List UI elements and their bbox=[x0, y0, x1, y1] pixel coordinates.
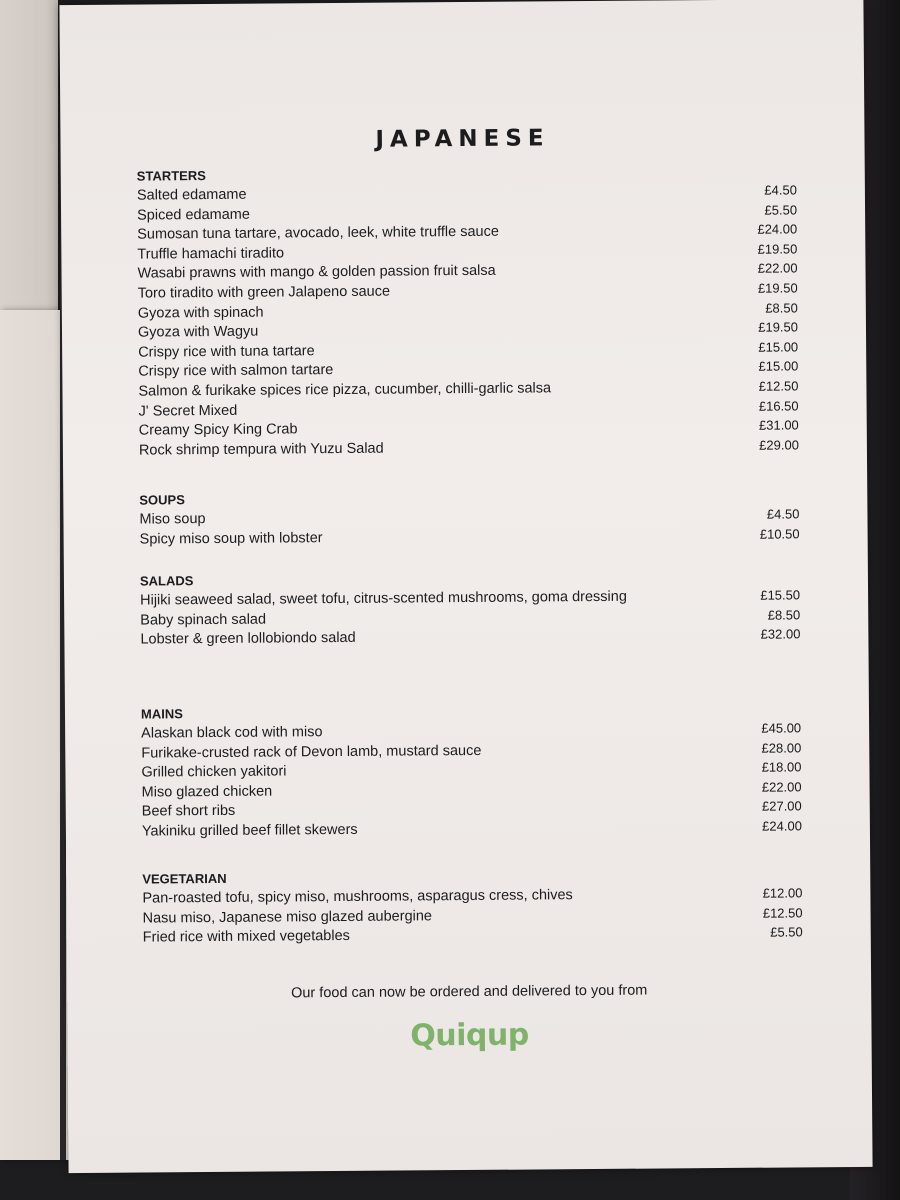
section-heading: VEGETARIAN bbox=[142, 870, 227, 887]
item-price: £15.50 bbox=[760, 587, 801, 603]
item-price: £45.00 bbox=[761, 720, 802, 736]
item-price: £10.50 bbox=[759, 525, 800, 542]
item-name: Miso soup bbox=[139, 511, 206, 528]
section-heading: MAINS bbox=[140, 706, 183, 722]
item-list bbox=[142, 883, 802, 947]
item-price: £16.50 bbox=[758, 397, 799, 414]
item-name: Hijiki seaweed salad, sweet tofu, citrus-scented mushrooms, goma dressing bbox=[140, 588, 627, 609]
item-list bbox=[139, 504, 799, 548]
item-list bbox=[137, 180, 799, 459]
section-salads bbox=[140, 566, 801, 649]
menu-item bbox=[142, 816, 802, 841]
item-price: £19.50 bbox=[758, 319, 799, 335]
item-name: Miso glazed chicken bbox=[141, 783, 273, 801]
item-name: Spiced edamame bbox=[137, 206, 250, 224]
section-heading: SOUPS bbox=[139, 492, 185, 508]
menu-item bbox=[140, 524, 800, 549]
section-heading: SALADS bbox=[139, 573, 194, 589]
item-name: Truffle hamachi tiradito bbox=[137, 245, 285, 263]
item-name: Toro tiradito with green Jalapeno sauce bbox=[137, 283, 391, 302]
section-heading: STARTERS bbox=[136, 168, 206, 184]
item-name: Crispy rice with tuna tartare bbox=[138, 342, 315, 361]
item-list bbox=[140, 585, 800, 649]
item-price: £4.50 bbox=[764, 182, 797, 198]
item-price: £19.50 bbox=[757, 280, 798, 296]
item-name: Spicy miso soup with lobster bbox=[139, 529, 323, 548]
item-price: £19.50 bbox=[757, 241, 798, 257]
section-starters bbox=[137, 161, 799, 459]
item-price: £15.00 bbox=[758, 358, 799, 375]
item-name: Baby spinach salad bbox=[140, 611, 267, 629]
quiqup-logo: Quiqup bbox=[410, 1017, 529, 1054]
item-name: Sumosan tuna tartare, avocado, leek, white truffle sauce bbox=[137, 223, 499, 243]
item-price: £15.00 bbox=[758, 339, 799, 355]
delivery-note: Our food can now be ordered and delivered to you from bbox=[290, 982, 648, 1002]
item-list bbox=[141, 718, 802, 841]
item-price: £27.00 bbox=[761, 798, 802, 815]
section-mains bbox=[141, 699, 802, 841]
item-price: £28.00 bbox=[761, 739, 802, 756]
item-price: £8.50 bbox=[767, 606, 801, 623]
item-name: Rock shrimp tempura with Yuzu Salad bbox=[138, 440, 384, 459]
item-price: £31.00 bbox=[758, 417, 799, 433]
item-price: £4.50 bbox=[766, 506, 800, 522]
item-name: Wasabi prawns with mango & golden passion fruit salsa bbox=[137, 263, 496, 282]
item-price: £5.50 bbox=[770, 924, 803, 940]
item-price: £24.00 bbox=[757, 221, 798, 237]
item-name: Gyoza with spinach bbox=[137, 304, 264, 322]
item-name: Lobster & green lollobiondo salad bbox=[140, 630, 356, 648]
item-name: Crispy rice with salmon tartare bbox=[138, 362, 334, 380]
page-title: JAPANESE bbox=[375, 125, 550, 153]
item-price: £12.00 bbox=[762, 885, 803, 901]
item-name: Grilled chicken yakitori bbox=[141, 763, 287, 781]
item-price: £12.50 bbox=[762, 904, 803, 921]
item-name: Yakiniku grilled beef fillet skewers bbox=[141, 821, 358, 840]
item-price: £22.00 bbox=[761, 779, 802, 795]
item-name: Creamy Spicy King Crab bbox=[138, 421, 298, 439]
item-price: £29.00 bbox=[759, 437, 799, 453]
item-price: £5.50 bbox=[764, 201, 798, 218]
section-soups bbox=[139, 485, 799, 548]
item-name: Pan-roasted tofu, spicy miso, mushrooms, asparagus cress, chives bbox=[142, 887, 573, 907]
item-price: £24.00 bbox=[762, 818, 802, 834]
item-name: Furikake-crusted rack of Devon lamb, mustard sauce bbox=[141, 742, 482, 762]
item-name: Fried rice with mixed vegetables bbox=[142, 928, 350, 946]
item-name: Gyoza with Wagyu bbox=[137, 323, 259, 341]
item-name: J' Secret Mixed bbox=[138, 402, 238, 420]
item-name: Salmon & furikake spices rice pizza, cucumber, chilli-garlic salsa bbox=[138, 380, 552, 400]
item-price: £22.00 bbox=[757, 260, 798, 277]
item-name: Alaskan black cod with miso bbox=[141, 724, 323, 742]
item-price: £32.00 bbox=[760, 626, 801, 642]
item-price: £18.00 bbox=[761, 759, 802, 775]
section-vegetarian bbox=[142, 864, 803, 947]
item-name: Beef short ribs bbox=[141, 803, 236, 820]
menu-page bbox=[59, 0, 872, 1173]
item-price: £8.50 bbox=[765, 299, 798, 316]
item-price: £12.50 bbox=[758, 378, 799, 394]
item-name: Salted edamame bbox=[136, 186, 247, 204]
item-name: Nasu miso, Japanese miso glazed aubergine bbox=[142, 907, 433, 927]
